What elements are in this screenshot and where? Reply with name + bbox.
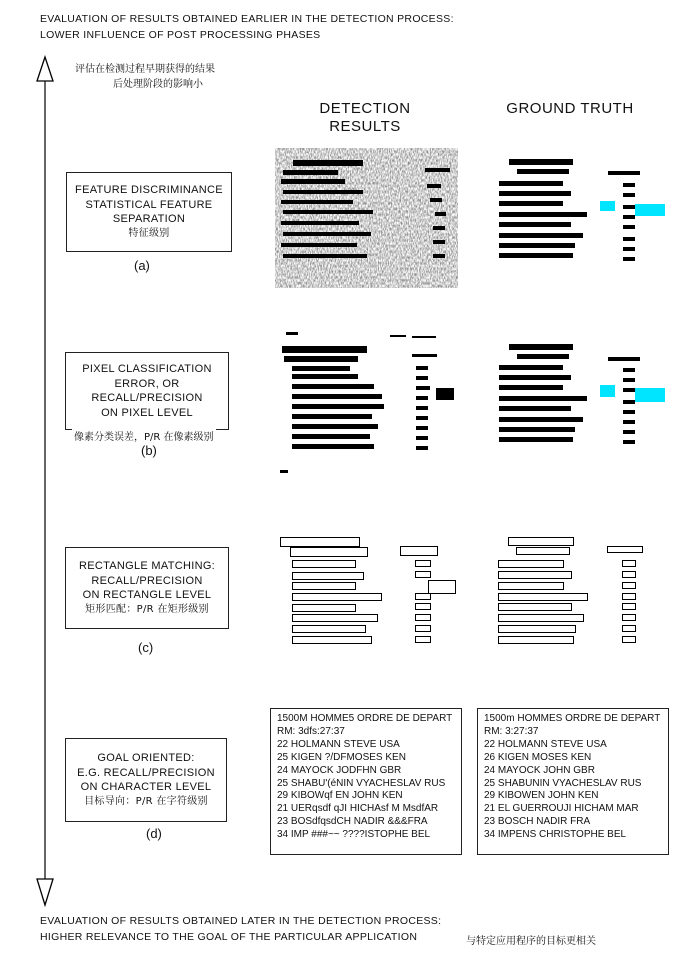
row-a-label-zh: 特征级别 [128, 227, 170, 239]
detection-text-line: 25 SHABU'(éNIN VYACHESLAV RUS [277, 777, 446, 789]
ground-truth-rectangle [622, 614, 636, 621]
detected-rectangle [415, 614, 431, 621]
row-b-label-box [65, 352, 229, 430]
row-c-letter: (c) [138, 640, 154, 655]
ground-truth-rectangle [607, 546, 643, 553]
detected-rectangle [292, 572, 364, 580]
row-c-label-zh: 矩形匹配：P/R 在矩形级别 [85, 603, 209, 615]
row-b-label-line: PIXEL CLASSIFICATION [82, 363, 212, 375]
detected-rectangle [290, 547, 368, 557]
detected-rectangle [292, 625, 366, 633]
ground-truth-rectangle [498, 625, 576, 633]
row-d-label-zh: 目标导向：P/R 在字符级别 [84, 795, 208, 807]
row-b-label-zh: 像素分类误差，P/R 在像素级别 [72, 428, 216, 443]
row-b-highlight-region [635, 388, 665, 402]
row-a-label-box [66, 172, 232, 252]
detected-rectangle [292, 582, 356, 590]
detected-rectangle [415, 571, 431, 578]
ground-truth-rectangle [622, 582, 636, 589]
ground-truth-text-line: 29 KIBOWEN JOHN KEN [484, 790, 599, 802]
column-header-detection [295, 100, 435, 136]
ground-truth-rectangle [622, 603, 636, 610]
row-a-highlight-region [600, 201, 615, 211]
ground-truth-rectangle [498, 614, 584, 622]
detection-text-line: 25 KIGEN ?/DFMOSES KEN [277, 751, 406, 763]
ground-truth-rectangle [498, 593, 588, 601]
detection-text-line: 21 UERqsdf qJI HICHAsf M MsdfAR [277, 803, 439, 815]
detected-rectangle [415, 636, 431, 643]
arrow-head-up [37, 57, 53, 81]
ground-truth-text-line: 25 SHABUNIN VYACHESLAV RUS [484, 777, 642, 789]
row-d-label-line: GOAL ORIENTED: [97, 752, 195, 765]
ground-truth-text-line: 23 BOSCH NADIR FRA [484, 816, 591, 828]
ground-truth-text-line: 34 IMPENS CHRISTOPHE BEL [484, 829, 627, 841]
row-a-detection-feature-image [275, 148, 458, 288]
detection-text-line: 29 KIBOWqf EN JOHN KEN [277, 790, 403, 802]
ground-truth-rectangle [498, 571, 572, 579]
top-caption-zh-line1: 评估在检测过程早期获得的结果 [75, 64, 215, 75]
row-b-detection-pixel-image [278, 330, 468, 475]
detected-rectangle [292, 560, 356, 568]
ground-truth-rectangle [516, 547, 570, 555]
row-b-label-line: ON PIXEL LEVEL [101, 406, 193, 419]
top-caption-line1: EVALUATION OF RESULTS OBTAINED EARLIER IN THE DETECTION PROCESS: [40, 13, 454, 25]
column-header-detection-line1: DETECTION [319, 100, 411, 117]
row-b-ground-truth-image [495, 340, 670, 455]
detection-text-line: RM: 3dfs:27:37 [277, 725, 345, 737]
detected-rectangle [292, 636, 372, 644]
bottom-caption-line1: EVALUATION OF RESULTS OBTAINED LATER IN THE DETECTION PROCESS: [40, 915, 442, 927]
process-timeline-arrow [30, 55, 60, 910]
detection-text-line: 22 HOLMANN STEVE USA [277, 738, 400, 750]
ground-truth-text-line: 26 KIGEN MOSES KEN [484, 751, 592, 763]
bottom-caption-zh: 与特定应用程序的目标更相关 [466, 936, 596, 947]
row-a-ground-truth-image [495, 155, 670, 270]
detection-text-line: 24 MAYOCK JODFHN GBR [277, 764, 402, 776]
bottom-caption-line2: HIGHER RELEVANCE TO THE GOAL OF THE PARTICULAR APPLICATION [40, 931, 418, 943]
row-d-label-box [65, 738, 227, 822]
row-d-letter: (d) [146, 826, 162, 841]
top-caption-line2: LOWER INFLUENCE OF POST PROCESSING PHASES [40, 29, 321, 41]
row-a-label-line: FEATURE DISCRIMINANCE [75, 184, 223, 197]
ground-truth-text-line: 21 EL GUERROUJI HICHAM MAR [484, 803, 639, 815]
arrow-head-down [37, 879, 53, 905]
row-a-label-line: SEPARATION [112, 213, 186, 226]
row-d-ground-truth-text-box [477, 708, 669, 855]
ground-truth-text-line: 1500m HOMMES ORDRE DE DEPART [484, 713, 661, 724]
row-b-label-line: ERROR, OR [114, 377, 180, 390]
ground-truth-rectangle [622, 571, 636, 578]
column-header-ground-truth: GROUND TRUTH [506, 100, 634, 117]
detection-text-line: 1500M HOMME5 ORDRE DE DEPART [277, 713, 453, 724]
ground-truth-rectangle [508, 537, 574, 546]
detected-rectangle [415, 603, 431, 610]
detected-rectangle [292, 593, 382, 601]
ground-truth-text-line: RM: 3:27:37 [484, 725, 539, 737]
row-c-label-line: ON RECTANGLE LEVEL [82, 589, 212, 602]
row-c-label-box [65, 547, 229, 629]
detected-rectangle [415, 625, 431, 632]
ground-truth-rectangle [498, 603, 572, 611]
ground-truth-rectangle [622, 560, 636, 567]
detected-rectangle [428, 580, 456, 594]
row-c-label-line: RECALL/PRECISION [91, 574, 203, 587]
detected-rectangle [415, 560, 431, 567]
ground-truth-text-line: 24 MAYOCK JOHN GBR [484, 764, 595, 776]
detected-rectangle [292, 614, 378, 622]
ground-truth-rectangle [622, 625, 636, 632]
row-c-label-line: RECTANGLE MATCHING: [78, 560, 216, 573]
ground-truth-rectangle [622, 593, 636, 600]
detected-rectangle [292, 604, 356, 612]
row-b-highlight-region [600, 385, 615, 397]
row-b-label-line: RECALL/PRECISION [91, 392, 203, 404]
detected-rectangle [415, 593, 431, 600]
row-a-highlight-region [635, 204, 665, 216]
detection-text-line: 23 BOSdfqsdCH NADIR &&&FRA [277, 816, 428, 828]
row-d-label-line: ON CHARACTER LEVEL [80, 781, 212, 794]
ground-truth-rectangle [498, 636, 574, 644]
row-a-letter: (a) [134, 258, 150, 273]
detected-rectangle [400, 546, 438, 556]
ground-truth-rectangle [498, 582, 564, 590]
ground-truth-text-line: 22 HOLMANN STEVE USA [484, 738, 607, 750]
detection-text-line: 34 IMP ###~~ ????ISTOPHE BEL [277, 829, 431, 841]
top-caption-zh-line2: 后处理阶段的影响小 [113, 79, 203, 90]
row-d-detection-text-box [270, 708, 462, 855]
column-header-detection-line2: RESULTS [329, 118, 401, 135]
ground-truth-rectangle [622, 636, 636, 643]
detected-rectangle [280, 537, 360, 547]
ground-truth-rectangle [498, 560, 564, 568]
row-b-letter: (b) [141, 443, 157, 458]
row-a-label-line: STATISTICAL FEATURE [85, 198, 213, 211]
row-d-label-line: E.G. RECALL/PRECISION [77, 766, 215, 779]
